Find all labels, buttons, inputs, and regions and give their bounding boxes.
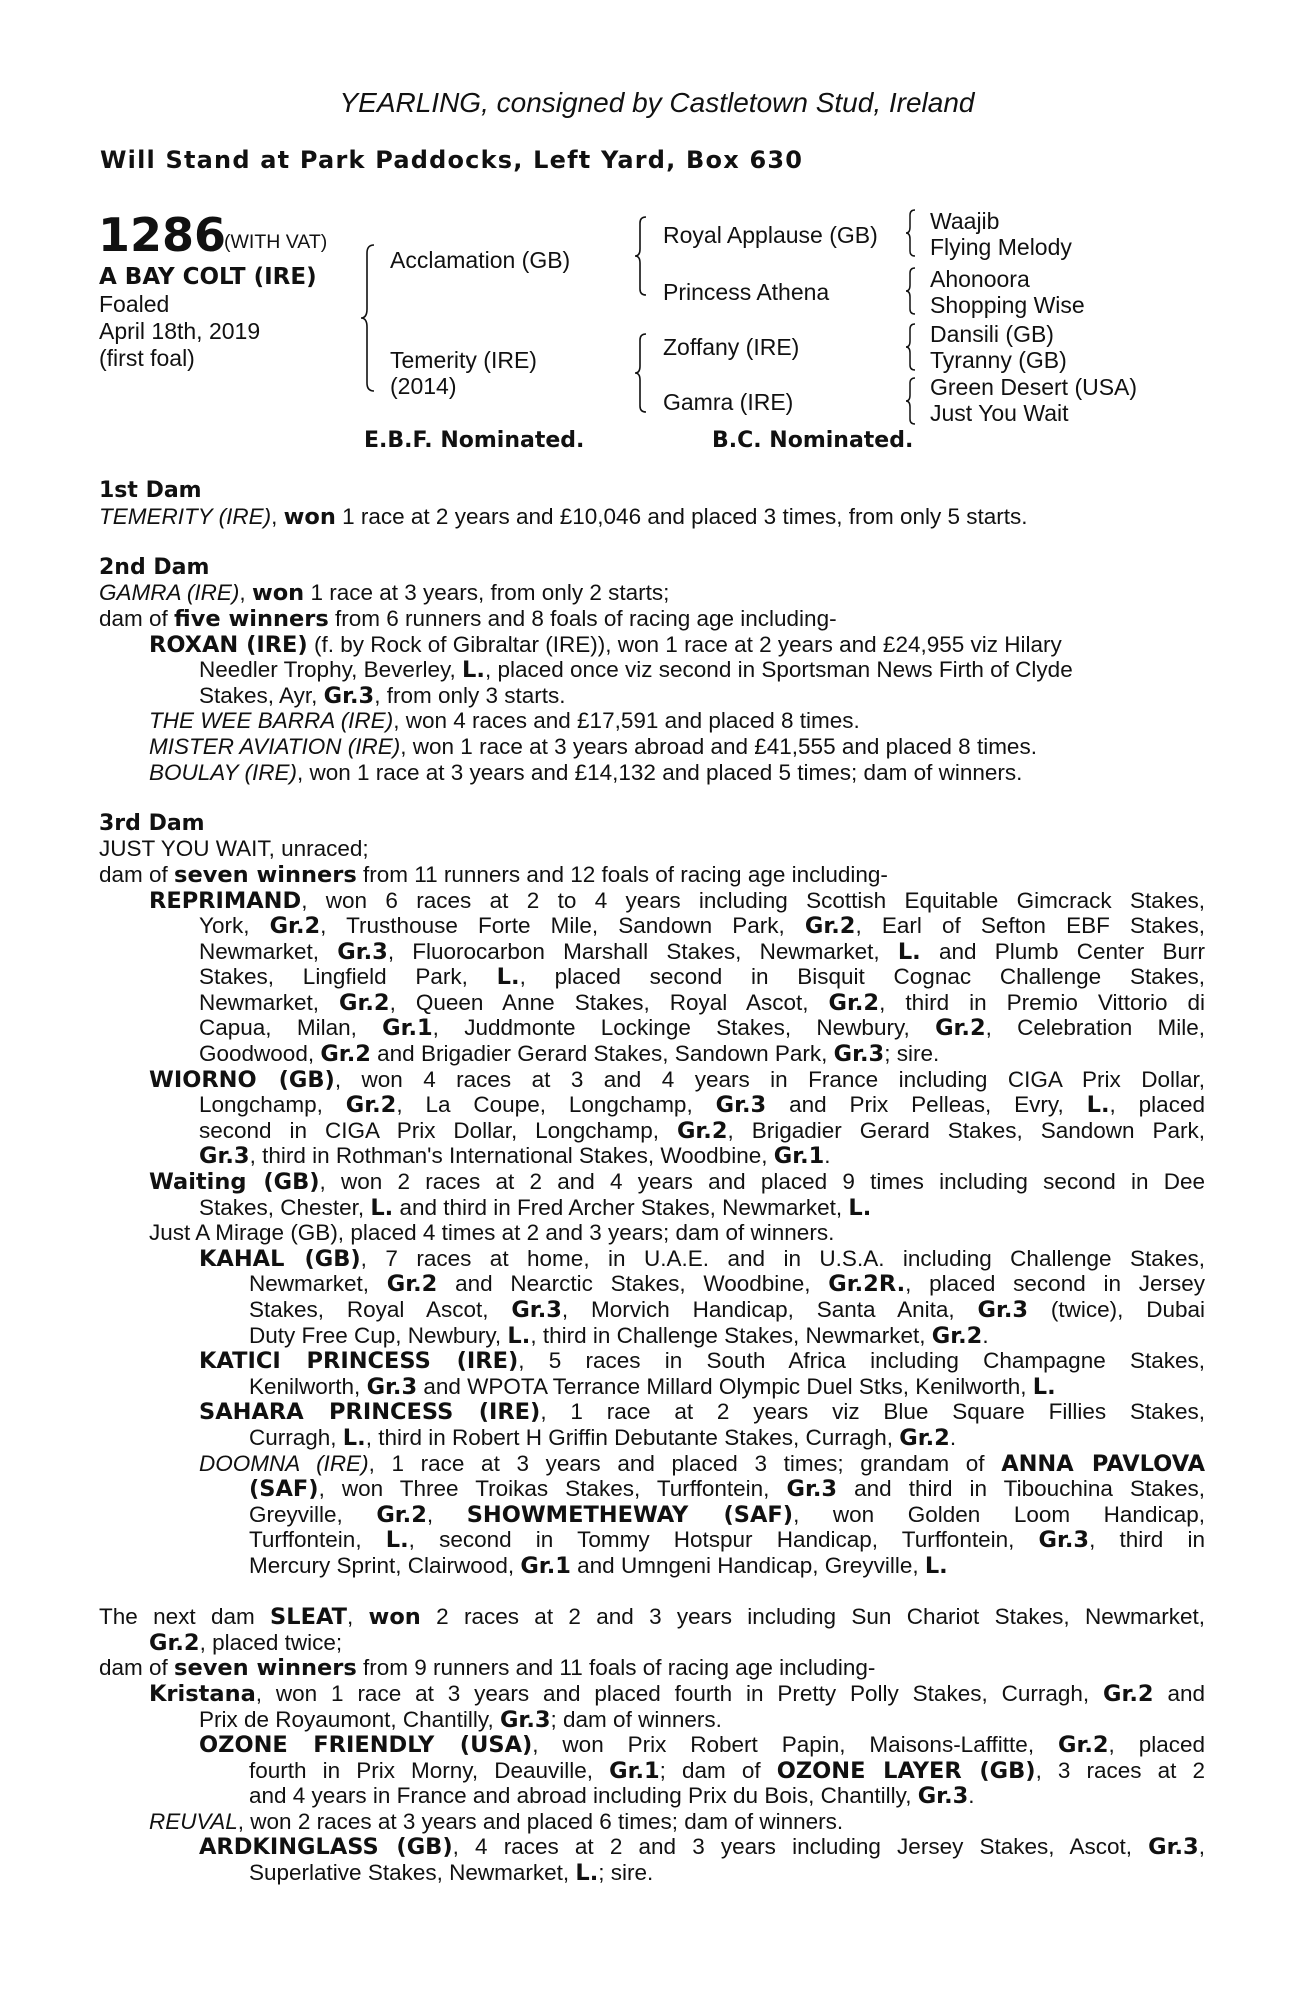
foaled-label: Foaled [99, 291, 170, 317]
produce-mister-aviation: MISTER AVIATION (IRE), won 1 race at 3 years abroad and £41,555 and placed 8 times. [149, 733, 1037, 759]
second-dam-text: 1 race at 3 years, from only 2 starts; [304, 580, 670, 606]
produce-wiorno-cont: second in CIGA Prix Dollar, Longchamp, Gr.2, Brigadier Gerard Stakes, Sandown Park, [199, 1117, 1206, 1144]
foal-note: (first foal) [99, 345, 195, 371]
lot-description: A BAY COLT (IRE) [99, 264, 317, 290]
produce-wee-barra: THE WEE BARRA (IRE), won 4 races and £17,591 and placed 8 times. [149, 708, 860, 734]
foaled-date: April 18th, 2019 [99, 318, 261, 344]
pedigree-sire-sire: Royal Applause (GB) [663, 222, 878, 248]
produce-doomna-cont: Greyville, Gr.2, SHOWMETHEWAY (SAF), won Golden Loom Handicap, [249, 1501, 1205, 1528]
produce-wiorno-cont: Longchamp, Gr.2, La Coupe, Longchamp, Gr.3 and Prix Pelleas, Evry, L., placed [199, 1092, 1205, 1119]
second-dam-line: GAMRA (IRE), won 1 race at 3 years, from only 2 starts; [99, 580, 670, 607]
produce-ozone-friendly: OZONE FRIENDLY (USA), won Prix Robert Papin, Maisons-Laffitte, Gr.2, placed [199, 1732, 1206, 1759]
produce-kahal-cont: Stakes, Royal Ascot, Gr.3, Morvich Handicap, Santa Anita, Gr.3 (twice), Dubai [249, 1297, 1205, 1323]
produce-ardkinglass-cont: Superlative Stakes, Newmarket, L.; sire. [249, 1860, 654, 1887]
second-dam-heading: 2nd Dam [99, 554, 210, 580]
sire-line-brace [634, 215, 648, 297]
produce-kahal-cont: Newmarket, Gr.2 and Nearctic Stakes, Woodbine, Gr.2R., placed second in Jersey [249, 1271, 1205, 1298]
first-dam-won: won [283, 503, 336, 530]
next-dam-produce-line: dam of seven winners from 9 runners and 11 foals of racing age including- [99, 1655, 876, 1682]
sire-dam-brace [360, 243, 376, 393]
second-dam-name: GAMRA (IRE) [99, 580, 240, 606]
produce-boulay: BOULAY (IRE), won 1 race at 3 years and £14,132 and placed 5 times; dam of winners. [149, 759, 1023, 785]
pedigree-g3-4: Shopping Wise [930, 292, 1085, 318]
third-dam-produce-line: dam of seven winners from 11 runners and 12 foals of racing age including- [99, 861, 888, 888]
location-line: Will Stand at Park Paddocks, Left Yard, Box 630 [100, 146, 804, 174]
next-dam-line: The next dam SLEAT, won 2 races at 2 and 3 years including Sun Chariot Stakes, Newmarket, [99, 1604, 1205, 1631]
produce-waiting-cont: Stakes, Chester, L. and third in Fred Archer Stakes, Newmarket, L. [199, 1194, 872, 1221]
bc-nominated: B.C. Nominated. [712, 428, 914, 453]
dam-line-brace [634, 332, 648, 414]
produce-ardkinglass: ARDKINGLASS (GB), 4 races at 2 and 3 years including Jersey Stakes, Ascot, Gr.3, [199, 1834, 1205, 1861]
first-dam-text: 1 race at 2 years and £10,046 and placed 3 times, from only 5 starts. [335, 503, 1028, 529]
produce-roxan-cont: Stakes, Ayr, Gr.3, from only 3 starts. [199, 682, 566, 709]
pedigree-sire: Acclamation (GB) [390, 247, 571, 273]
produce-reprimand-cont: Stakes, Lingfield Park, L., placed second in Bisquit Cognac Challenge Stakes, [199, 964, 1205, 991]
produce-kahal-cont: Duty Free Cup, Newbury, L., third in Challenge Stakes, Newmarket, Gr.2. [249, 1322, 989, 1349]
produce-reprimand-cont: Capua, Milan, Gr.1, Juddmonte Lockinge Stakes, Newbury, Gr.2, Celebration Mile, [199, 1015, 1205, 1042]
pedigree-g3-1: Waajib [930, 208, 1000, 234]
brace-royal-applause [905, 208, 917, 258]
produce-kahal: KAHAL (GB), 7 races at home, in U.A.E. and in U.S.A. including Challenge Stakes, [199, 1245, 1205, 1272]
third-dam-name: JUST YOU WAIT, unraced; [99, 836, 369, 862]
produce-ozone-cont: fourth in Prix Morny, Deauville, Gr.1; dam of OZONE LAYER (GB), 3 races at 2 [249, 1757, 1205, 1784]
pedigree-g3-2: Flying Melody [930, 234, 1072, 260]
first-dam-name: TEMERITY (IRE) [99, 503, 272, 529]
lot-number: 1286 [98, 208, 227, 262]
second-dam-won: won [251, 580, 305, 607]
brace-zoffany [905, 322, 917, 372]
produce-wiorno: WIORNO (GB), won 4 races at 3 and 4 years in France including CIGA Prix Dollar, [149, 1066, 1205, 1093]
produce-reprimand-cont: Newmarket, Gr.2, Queen Anne Stakes, Royal Ascot, Gr.2, third in Premio Vittorio di [199, 989, 1206, 1016]
ebf-nominated: E.B.F. Nominated. [364, 428, 585, 453]
produce-reprimand-cont: York, Gr.2, Trusthouse Forte Mile, Sandown Park, Gr.2, Earl of Sefton EBF Stakes, [199, 913, 1205, 940]
pedigree-g3-6: Tyranny (GB) [930, 347, 1067, 373]
pedigree-dam-sire: Zoffany (IRE) [663, 334, 800, 360]
brace-princess-athena [905, 266, 917, 316]
produce-reuval: REUVAL, won 2 races at 3 years and placed 6 times; dam of winners. [149, 1808, 844, 1834]
produce-sahara-princess: SAHARA PRINCESS (IRE), 1 race at 2 years viz Blue Square Fillies Stakes, [199, 1399, 1206, 1426]
produce-reprimand-cont: Newmarket, Gr.3, Fluorocarbon Marshall Stakes, Newmarket, L. and Plumb Center Burr [199, 938, 1205, 965]
next-dam-name: SLEAT [270, 1604, 347, 1631]
produce-reprimand-cont: Goodwood, Gr.2 and Brigadier Gerard Stakes, Sandown Park, Gr.3; sire. [199, 1041, 940, 1068]
produce-sahara-cont: Curragh, L., third in Robert H Griffin Debutante Stakes, Curragh, Gr.2. [249, 1424, 957, 1451]
pedigree-g3-3: Ahonoora [930, 266, 1030, 292]
brace-gamra [905, 376, 917, 426]
produce-just-a-mirage: Just A Mirage (GB), placed 4 times at 2 and 3 years; dam of winners. [149, 1220, 835, 1246]
produce-doomna-cont: Mercury Sprint, Clairwood, Gr.1 and Umngeni Handicap, Greyville, L. [249, 1552, 948, 1579]
pedigree-g3-5: Dansili (GB) [930, 321, 1054, 347]
first-dam-line: TEMERITY (IRE), won 1 race at 2 years and £10,046 and placed 3 times, from only 5 starts. [99, 503, 1028, 530]
produce-reprimand: REPRIMAND, won 6 races at 2 to 4 years including Scottish Equitable Gimcrack Stakes, [149, 887, 1205, 914]
produce-ozone-cont: and 4 years in France and abroad including Prix du Bois, Chantilly, Gr.3. [249, 1783, 975, 1810]
first-dam-heading: 1st Dam [99, 478, 202, 503]
next-dam-line-cont: Gr.2, placed twice; [149, 1629, 343, 1656]
produce-katici-princess: KATICI PRINCESS (IRE), 5 races in South Africa including Champagne Stakes, [199, 1348, 1205, 1375]
pedigree-dam-dam: Gamra (IRE) [663, 389, 794, 415]
produce-kristana: Kristana, won 1 race at 3 years and placed fourth in Pretty Polly Stakes, Curragh, Gr.2 and [149, 1680, 1205, 1707]
pedigree-g3-8: Just You Wait [930, 400, 1069, 426]
produce-doomna-cont: Turffontein, L., second in Tommy Hotspur Handicap, Turffontein, Gr.3, third in [249, 1527, 1205, 1554]
foaling-details [99, 291, 260, 372]
produce-doomna-cont: (SAF), won Three Troikas Stakes, Turffontein, Gr.3 and third in Tibouchina Stakes, [249, 1476, 1205, 1503]
produce-roxan: ROXAN (IRE) (f. by Rock of Gibraltar (IRE)), won 1 race at 2 years and £24,955 viz Hilary [149, 631, 1062, 658]
vat-note: (WITH VAT) [224, 231, 328, 253]
pedigree-g3-7: Green Desert (USA) [930, 374, 1138, 400]
consignment-title: YEARLING, consigned by Castletown Stud, Ireland [339, 87, 975, 118]
produce-doomna: DOOMNA (IRE), 1 race at 3 years and placed 3 times; grandam of ANNA PAVLOVA [199, 1450, 1205, 1477]
pedigree-sire-dam: Princess Athena [663, 279, 830, 305]
catalogue-body [99, 478, 1205, 1886]
pedigree-dam: Temerity (IRE) [390, 347, 537, 373]
produce-wiorno-cont: Gr.3, third in Rothman's International Stakes, Woodbine, Gr.1. [199, 1143, 831, 1170]
third-dam-heading: 3rd Dam [99, 810, 205, 836]
pedigree-dam-year: (2014) [390, 373, 457, 399]
second-dam-produce-line: dam of five winners from 6 runners and 8 foals of racing age including- [99, 605, 837, 632]
produce-kristana-cont: Prix de Royaumont, Chantilly, Gr.3; dam of winners. [199, 1706, 722, 1733]
produce-katici-cont: Kenilworth, Gr.3 and WPOTA Terrance Millard Olympic Duel Stks, Kenilworth, L. [249, 1373, 1056, 1400]
produce-waiting: Waiting (GB), won 2 races at 2 and 4 years and placed 9 times including second in Dee [149, 1169, 1205, 1196]
produce-roxan-cont: Needler Trophy, Beverley, L., placed once viz second in Sportsman News Firth of Clyde [199, 657, 1073, 684]
